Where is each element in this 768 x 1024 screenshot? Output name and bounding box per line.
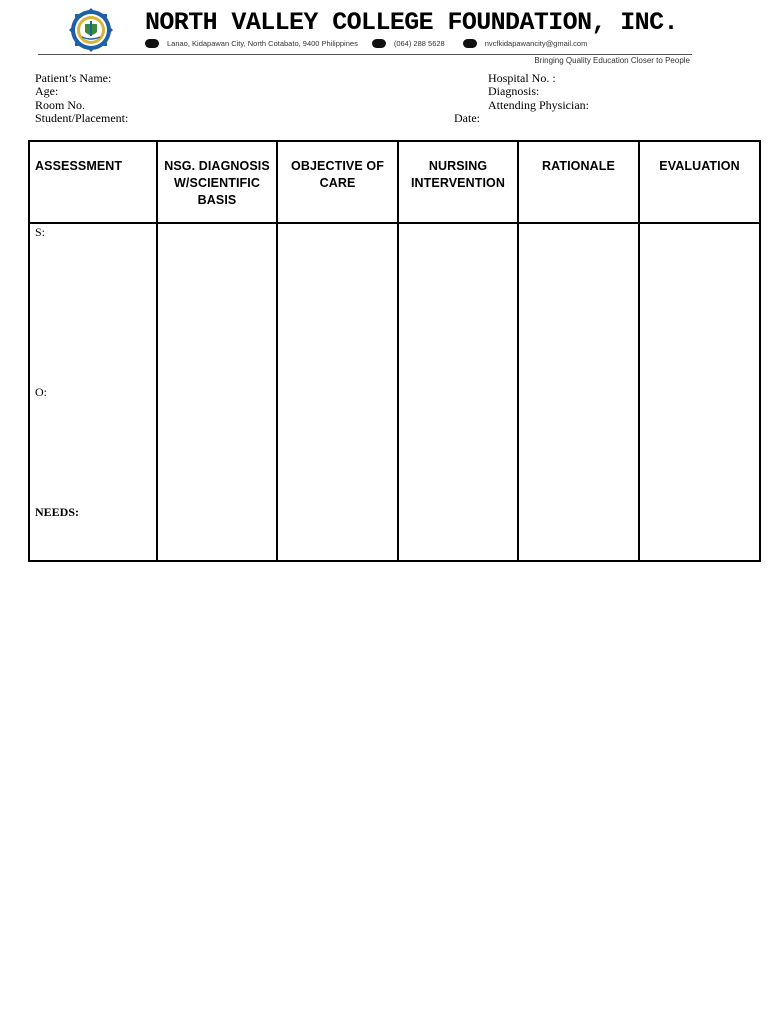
phone-text: (064) 288 5628 — [393, 38, 445, 48]
table-header-row — [29, 141, 760, 223]
objective-of-care-cell[interactable] — [277, 223, 398, 561]
header-assessment: ASSESSMENT — [29, 141, 157, 223]
header-nsg-diagnosis: NSG. DIAGNOSIS W/SCIENTIFIC BASIS — [157, 141, 277, 223]
patient-name-label: Patient’s Name: — [35, 71, 112, 85]
email-text: nvcfkidapawancity@gmail.com — [484, 38, 588, 48]
nsg-diagnosis-cell[interactable] — [157, 223, 277, 561]
rationale-cell[interactable] — [518, 223, 639, 561]
room-no-label: Room No. — [35, 98, 86, 112]
email-icon — [463, 39, 477, 48]
attending-physician-label: Attending Physician: — [488, 98, 589, 112]
needs-label: NEEDS: — [35, 505, 80, 519]
age-label: Age: — [35, 84, 59, 98]
student-placement-label: Student/Placement: — [35, 111, 129, 125]
header-nursing-intervention: NURSING INTERVENTION — [398, 141, 518, 223]
hospital-no-label: Hospital No. : — [488, 71, 556, 85]
college-seal-logo — [54, 8, 128, 52]
diagnosis-label: Diagnosis: — [488, 84, 540, 98]
header-objective-of-care: OBJECTIVE OF CARE — [277, 141, 398, 223]
letterhead — [38, 4, 692, 64]
subjective-label: S: — [35, 225, 46, 239]
date-label: Date: — [454, 111, 480, 125]
nursing-care-plan-table — [28, 140, 761, 562]
header-rule — [38, 54, 692, 55]
objective-label: O: — [35, 385, 47, 399]
tagline: Bringing Quality Education Closer to People — [534, 56, 690, 65]
assessment-cell[interactable] — [29, 223, 157, 561]
header-rationale: RATIONALE — [518, 141, 639, 223]
phone-icon — [372, 39, 386, 48]
address-text: Lanao, Kidapawan City, North Cotabato, 9400 Philippines — [167, 38, 358, 48]
nursing-intervention-cell[interactable] — [398, 223, 518, 561]
organization-name: NORTH VALLEY COLLEGE FOUNDATION, INC. — [145, 8, 678, 37]
location-pin-icon — [145, 39, 159, 48]
evaluation-cell[interactable] — [639, 223, 760, 561]
table-row — [29, 223, 760, 561]
contact-row — [145, 36, 587, 50]
header-evaluation: EVALUATION — [639, 141, 760, 223]
